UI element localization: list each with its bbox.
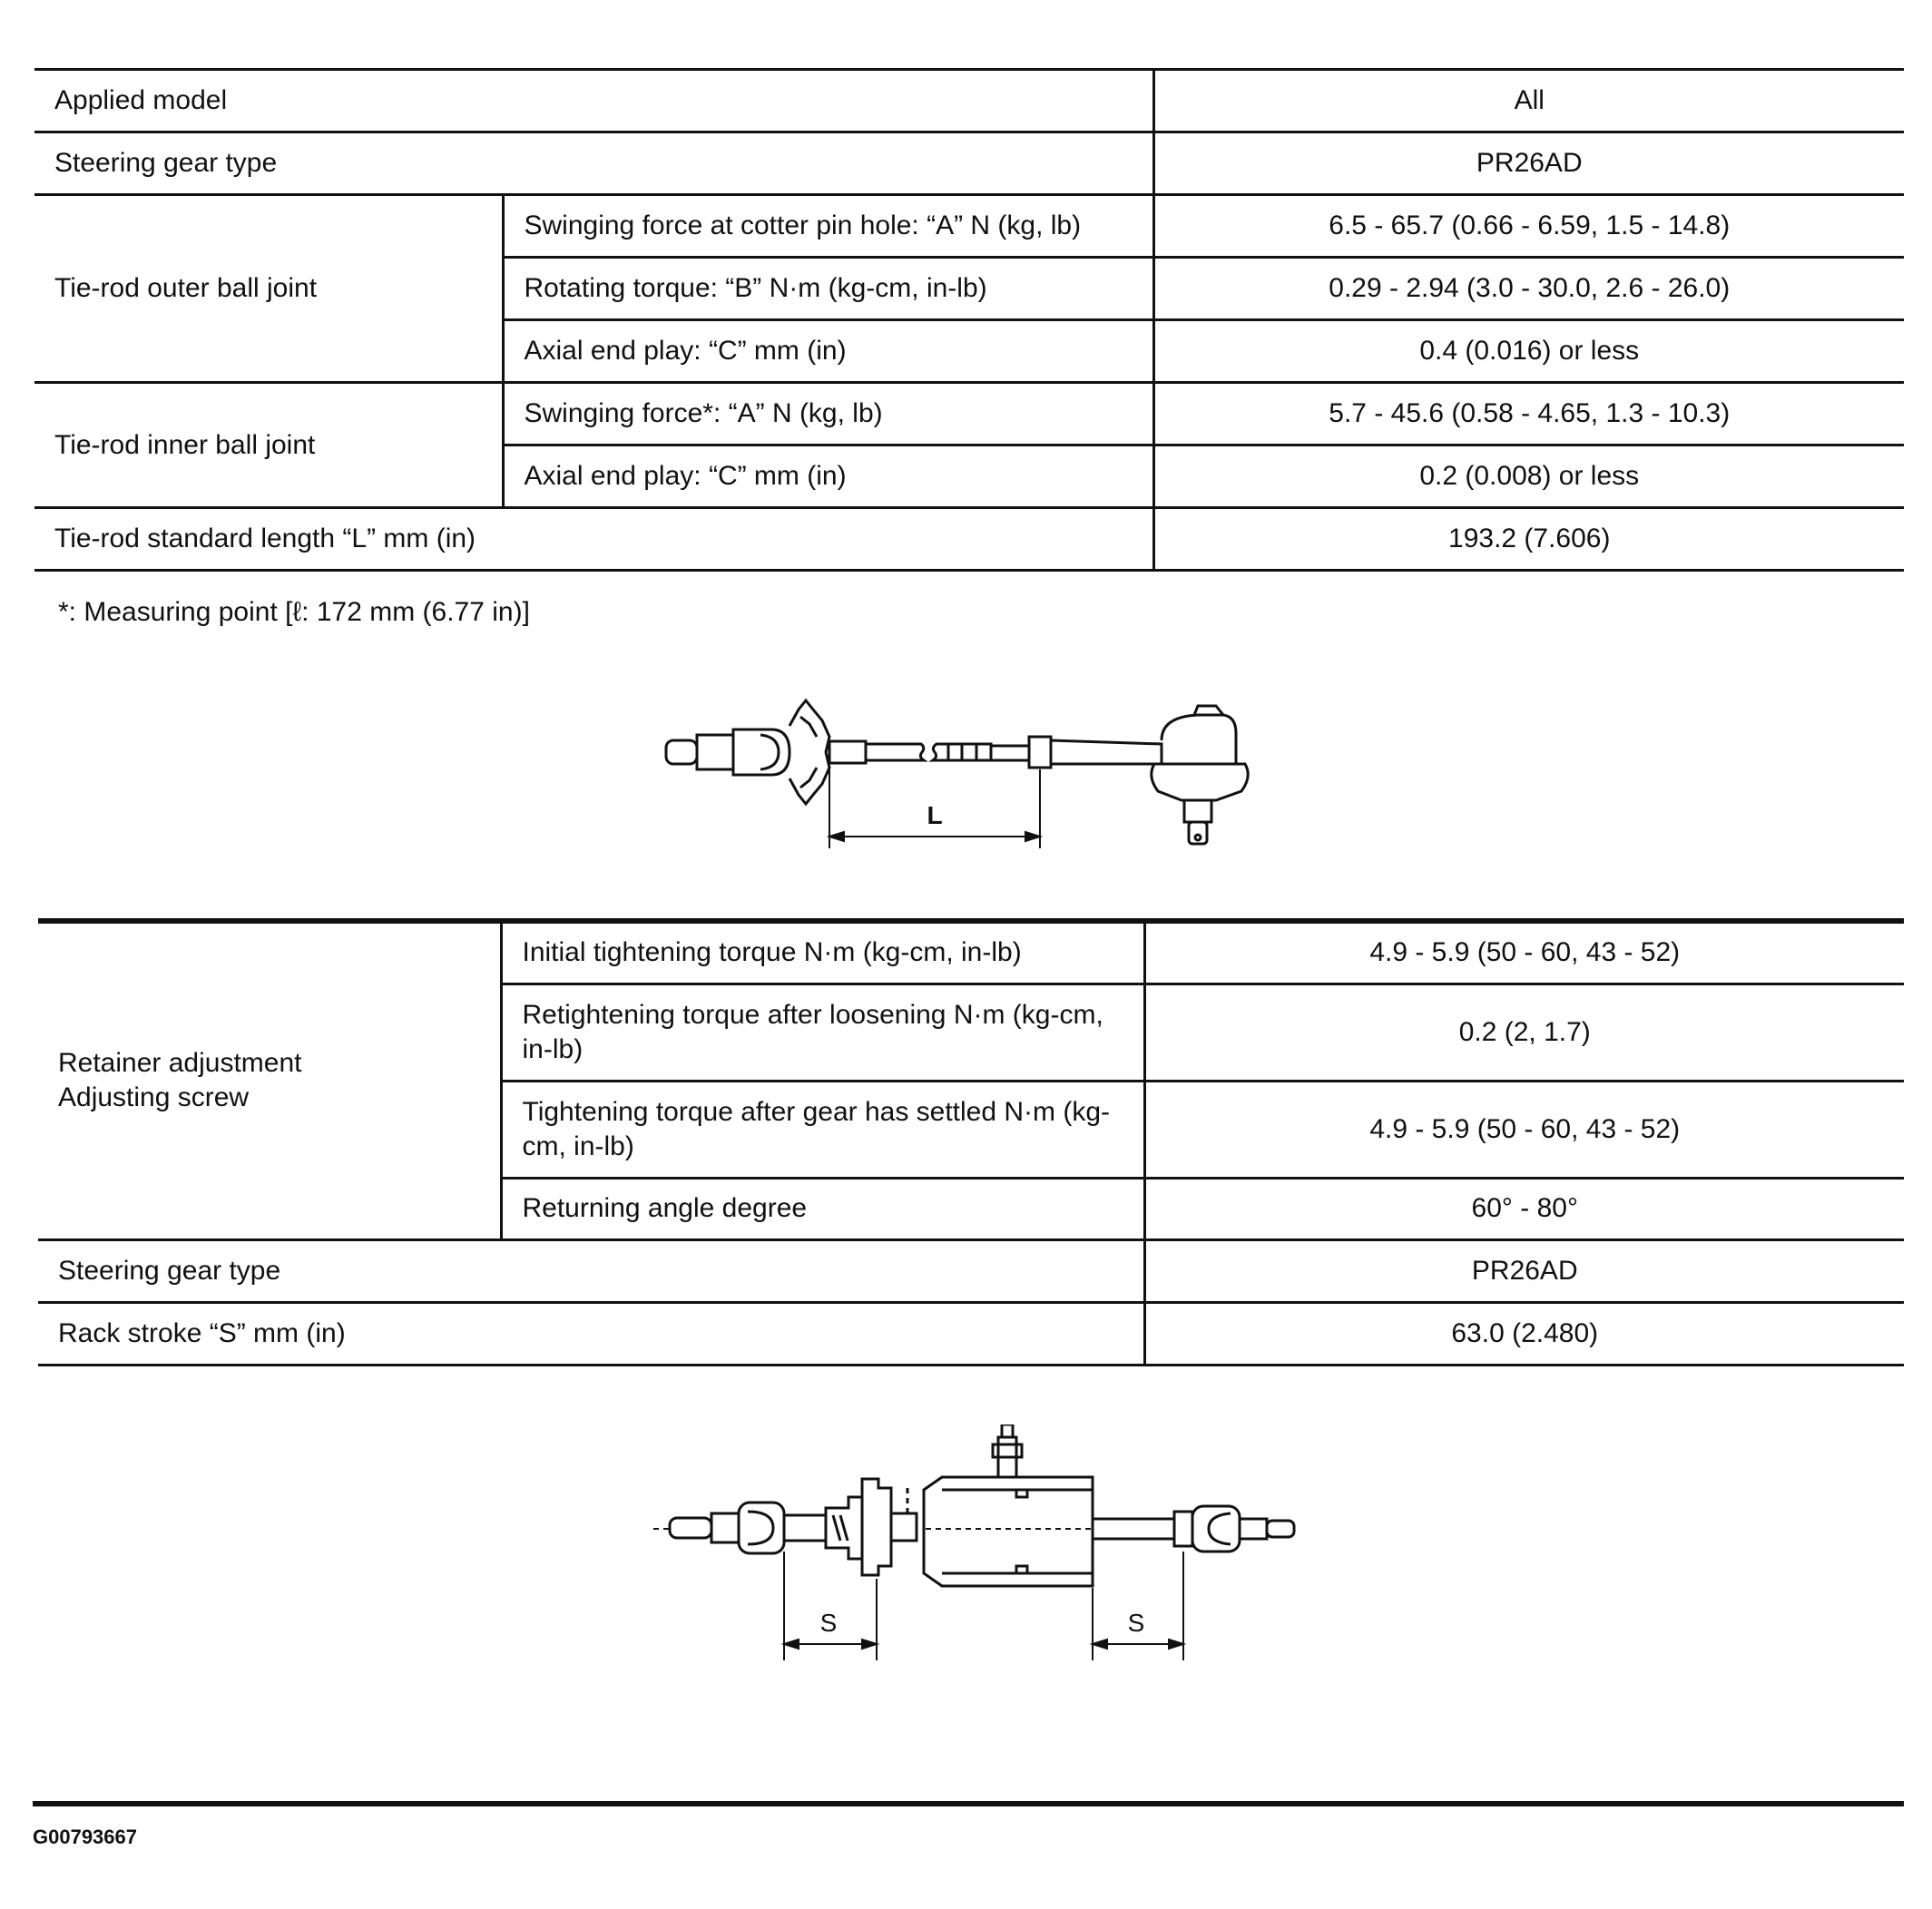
initial-torque-value: 4.9 - 5.9 (50 - 60, 43 - 52) <box>1144 921 1904 984</box>
length-label: Tie-rod standard length “L” mm (in) <box>34 508 1153 571</box>
returning-angle-value: 60° - 80° <box>1144 1178 1904 1239</box>
retighten-torque-value: 0.2 (2, 1.7) <box>1144 984 1904 1081</box>
inner-play-label: Axial end play: “C” mm (in) <box>503 445 1153 508</box>
steering-rack-diagram <box>653 1424 1307 1669</box>
settled-torque-label: Tightening torque after gear has settled N·m (kg-cm, in-lb) <box>501 1081 1144 1178</box>
measuring-point-note: *: Measuring point [ℓ: 172 mm (6.77 in)] <box>58 597 530 627</box>
inner-joint-label: Tie-rod inner ball joint <box>34 383 503 508</box>
gear-type-value-2: PR26AD <box>1144 1239 1904 1302</box>
table-row <box>34 132 1904 195</box>
footer-divider <box>33 1801 1904 1806</box>
rack-stroke-label: Rack stroke “S” mm (in) <box>38 1302 1144 1365</box>
settled-torque-value: 4.9 - 5.9 (50 - 60, 43 - 52) <box>1144 1081 1904 1178</box>
table-row <box>34 70 1904 132</box>
retainer-label <box>38 921 501 1239</box>
inner-swing-value: 5.7 - 45.6 (0.58 - 4.65, 1.3 - 10.3) <box>1153 383 1904 445</box>
retainer-spec-table <box>38 918 1904 1366</box>
gear-type-value: PR26AD <box>1153 132 1904 195</box>
rack-stroke-value: 63.0 (2.480) <box>1144 1302 1904 1365</box>
outer-torque-value: 0.29 - 2.94 (3.0 - 30.0, 2.6 - 26.0) <box>1153 258 1904 320</box>
length-value: 193.2 (7.606) <box>1153 508 1904 571</box>
inner-play-value: 0.2 (0.008) or less <box>1153 445 1904 508</box>
table-row <box>38 1302 1904 1365</box>
outer-play-value: 0.4 (0.016) or less <box>1153 320 1904 383</box>
tie-rod-diagram <box>653 690 1316 862</box>
retainer-label-line-2: Adjusting screw <box>58 1082 250 1113</box>
retainer-label-line-1: Retainer adjustment <box>58 1048 302 1079</box>
gear-type-label: Steering gear type <box>34 132 1153 195</box>
outer-torque-label: Rotating torque: “B” N·m (kg-cm, in-lb) <box>503 258 1153 320</box>
table-row <box>38 921 1904 984</box>
outer-play-label: Axial end play: “C” mm (in) <box>503 320 1153 383</box>
dimension-s-left-label: S <box>819 1609 838 1637</box>
outer-joint-label: Tie-rod outer ball joint <box>34 195 503 383</box>
gear-type-label-2: Steering gear type <box>38 1239 1144 1302</box>
inner-swing-label: Swinging force*: “A” N (kg, lb) <box>503 383 1153 445</box>
dimension-l-label: L <box>927 801 943 829</box>
applied-model-label: Applied model <box>34 70 1153 132</box>
initial-torque-label: Initial tightening torque N·m (kg-cm, in-lb) <box>501 921 1144 984</box>
table-row <box>34 383 1904 445</box>
applied-model-value: All <box>1153 70 1904 132</box>
returning-angle-label: Returning angle degree <box>501 1178 1144 1239</box>
outer-swing-value: 6.5 - 65.7 (0.66 - 6.59, 1.5 - 14.8) <box>1153 195 1904 258</box>
table-row <box>34 508 1904 571</box>
table-row <box>38 1239 1904 1302</box>
tie-rod-spec-table <box>34 68 1904 572</box>
dimension-s-right-label: S <box>1127 1609 1145 1637</box>
document-id: G00793667 <box>33 1826 137 1848</box>
table-row <box>34 195 1904 258</box>
outer-swing-label: Swinging force at cotter pin hole: “A” N (kg, lb) <box>503 195 1153 258</box>
retighten-torque-label: Retightening torque after loosening N·m (kg-cm, in-lb) <box>501 984 1144 1081</box>
